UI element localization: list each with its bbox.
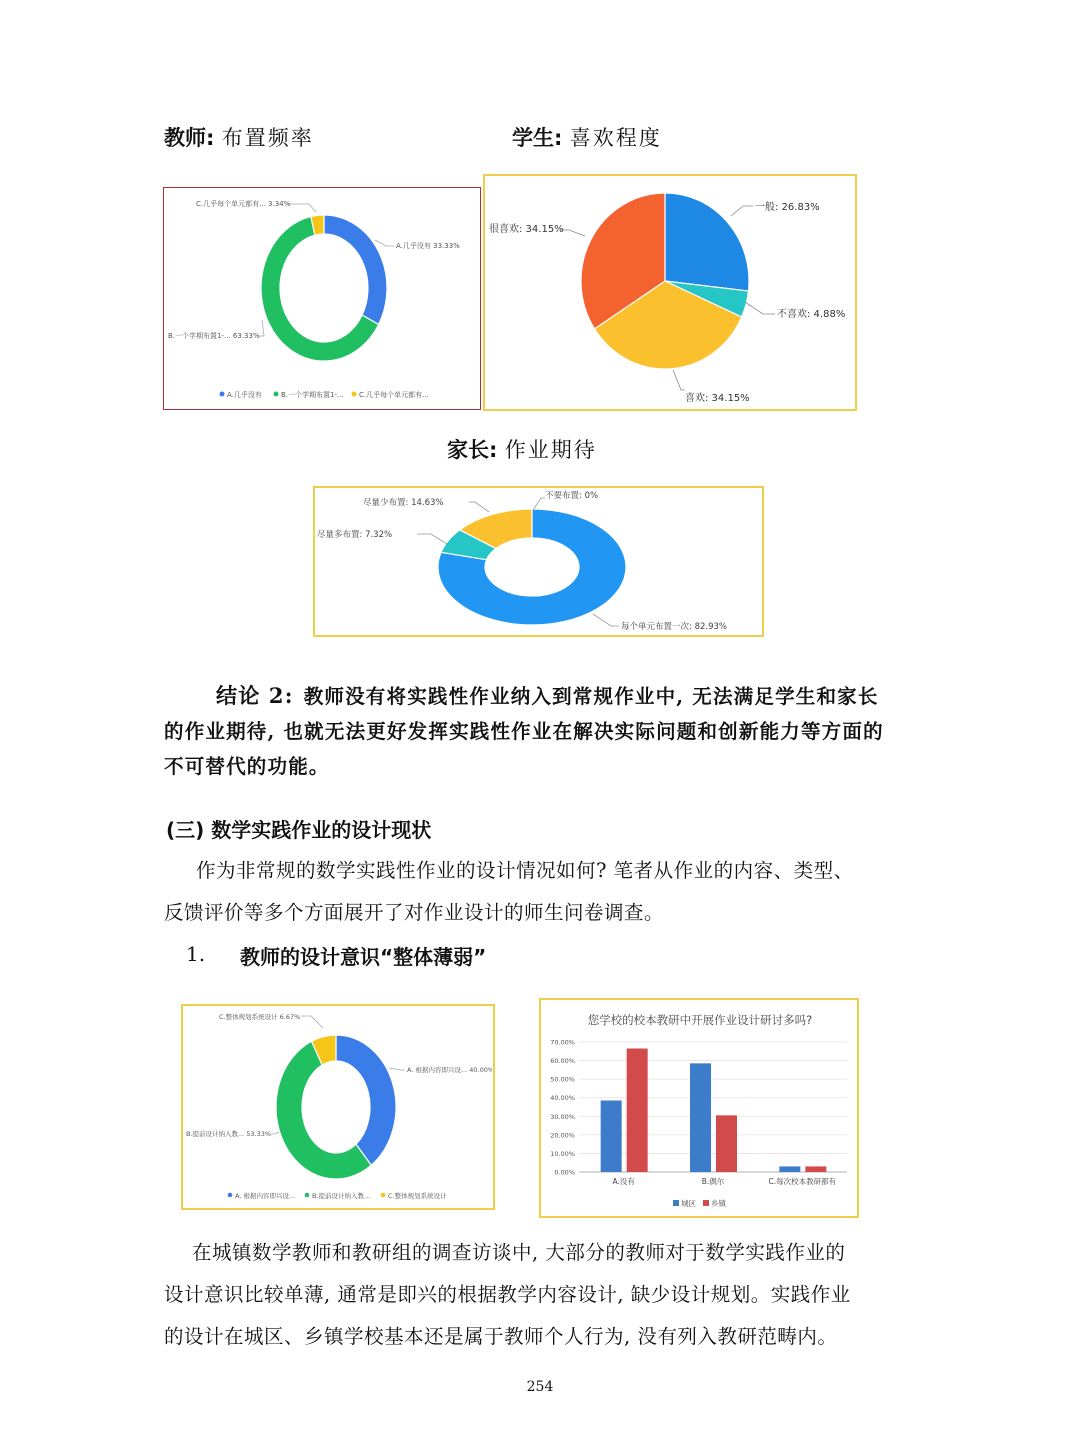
closing-paragraph	[164, 1232, 924, 1358]
c4-label-a: A. 根据内容即兴设... 40.00%	[407, 1066, 492, 1074]
section-para-line2: 反馈评价等多个方面展开了对作业设计的师生问卷调查。	[164, 901, 665, 924]
section-title: (三) 数学实践作业的设计现状	[166, 818, 432, 842]
c3-label-duo: 尽量多布置: 7.32%	[317, 530, 393, 540]
c5-xlabel-0: A.没有	[612, 1177, 635, 1186]
c5-ytick-0: 0.00%	[554, 1168, 575, 1177]
c3-label-shao: 尽量少布置: 14.63%	[363, 498, 444, 508]
student-pie-svg	[485, 176, 855, 409]
c2-slice-0	[665, 193, 749, 291]
c5-bar-0-0	[601, 1101, 622, 1173]
c5-ytick-6: 60.00%	[550, 1057, 575, 1066]
closing-line1: 在城镇数学教师和教研组的调查访谈中, 大部分的教师对于数学实践作业的	[192, 1241, 846, 1264]
c5-ytick-5: 50.00%	[550, 1075, 575, 1084]
c1-legend	[220, 390, 429, 399]
c1-legend-c: C.几乎每个单元都有...	[359, 391, 429, 399]
student-heading: 学生: 喜欢程度	[512, 126, 662, 150]
parent-heading: 家长: 作业期待	[447, 438, 597, 462]
c1-label-a: A.几乎没有 33.33%	[396, 242, 460, 250]
c4-slice-0	[336, 1035, 396, 1165]
c4-legend-a: A. 根据内容即兴设...	[235, 1192, 296, 1200]
section-para-line1: 作为非常规的数学实践性作业的设计情况如何? 笔者从作业的内容、类型、	[196, 859, 854, 882]
c3-label-buyao: 不要布置: 0%	[545, 491, 599, 501]
c5-bar-1-0	[627, 1049, 648, 1173]
conclusion-label: 结论 2:	[216, 683, 294, 708]
parent-donut-svg	[315, 488, 762, 635]
c2-label-buxihuan: 不喜欢: 4.88%	[777, 309, 846, 320]
c4-label-c: C.整体规划系统设计 6.67%	[219, 1013, 301, 1021]
c4-label-b: B.提前设计纳入教... 53.33%	[186, 1130, 272, 1138]
research-bar-svg	[541, 1000, 857, 1216]
c2-label-yiban: 一般: 26.83%	[755, 202, 820, 213]
closing-line2: 设计意识比较单薄, 通常是即兴的根据教学内容设计, 缺少设计规划。实践作业	[164, 1283, 851, 1306]
student-liking-chart	[483, 174, 857, 411]
c3-label-meige: 每个单元布置一次: 82.93%	[621, 622, 727, 632]
c5-legend-xiangzhen: 乡镇	[711, 1199, 726, 1208]
c2-label-henxihuan: 很喜欢: 34.15%	[489, 224, 564, 235]
c1-legend-a: A.几乎没有	[227, 391, 262, 399]
subsection-number: 1.	[186, 942, 206, 966]
teacher-heading: 教师: 布置频率	[164, 126, 314, 150]
teacher-donut-svg	[164, 188, 479, 408]
c5-xlabel-1: B.偶尔	[701, 1177, 725, 1186]
c2-label-xihuan: 喜欢: 34.15%	[685, 393, 750, 404]
c5-ytick-2: 20.00%	[550, 1131, 575, 1140]
page-number: 254	[526, 1379, 554, 1395]
c5-ytick-3: 30.00%	[550, 1112, 575, 1121]
c1-slice-0	[324, 215, 387, 324]
subsection-title: 教师的设计意识“整体薄弱”	[240, 945, 487, 969]
c5-ytick-4: 40.00%	[550, 1094, 575, 1103]
c5-bar-1-1	[716, 1115, 737, 1172]
research-bar-chart	[539, 998, 859, 1218]
c5-bar-0-2	[779, 1166, 800, 1172]
c1-label-b: B.一个学期布置1-... 63.33%	[168, 332, 260, 340]
c1-legend-b: B.一个学期布置1-...	[281, 391, 344, 399]
c4-legend-c: C.整体规划系统设计	[388, 1192, 447, 1200]
c5-title: 您学校的校本教研中开展作业设计研讨多吗?	[587, 1013, 813, 1027]
c5-legend	[673, 1198, 726, 1208]
teacher-design-donut-svg	[183, 1006, 492, 1207]
conclusion-line1: 教师没有将实践性作业纳入到常规作业中, 无法满足学生和家长	[303, 685, 879, 708]
c5-legend-chengqu: 城区	[681, 1199, 696, 1208]
conclusion-block	[164, 678, 924, 784]
teacher-design-chart	[181, 1004, 495, 1210]
closing-line3: 的设计在城区、乡镇学校基本还是属于教师个人行为, 没有列入教研范畴内。	[164, 1325, 838, 1348]
c5-ytick-7: 70.00%	[550, 1038, 575, 1047]
c5-xlabel-2: C.每次校本教研都有	[768, 1177, 837, 1186]
teacher-frequency-chart	[163, 187, 481, 410]
c4-legend-b: B.提前设计纳入教...	[312, 1192, 371, 1200]
c5-bar-1-2	[805, 1166, 826, 1172]
parent-expectation-chart	[313, 486, 764, 637]
conclusion-line3: 不可替代的功能。	[164, 755, 330, 778]
section-paragraph	[164, 850, 924, 934]
conclusion-line2: 的作业期待, 也就无法更好发挥实践性作业在解决实际问题和创新能力等方面的	[164, 720, 884, 743]
c5-ytick-1: 10.00%	[550, 1149, 575, 1158]
c1-label-c: C.几乎每个单元都有... 3.34%	[196, 200, 291, 208]
c5-bar-0-1	[690, 1063, 711, 1172]
c4-legend	[228, 1191, 447, 1200]
